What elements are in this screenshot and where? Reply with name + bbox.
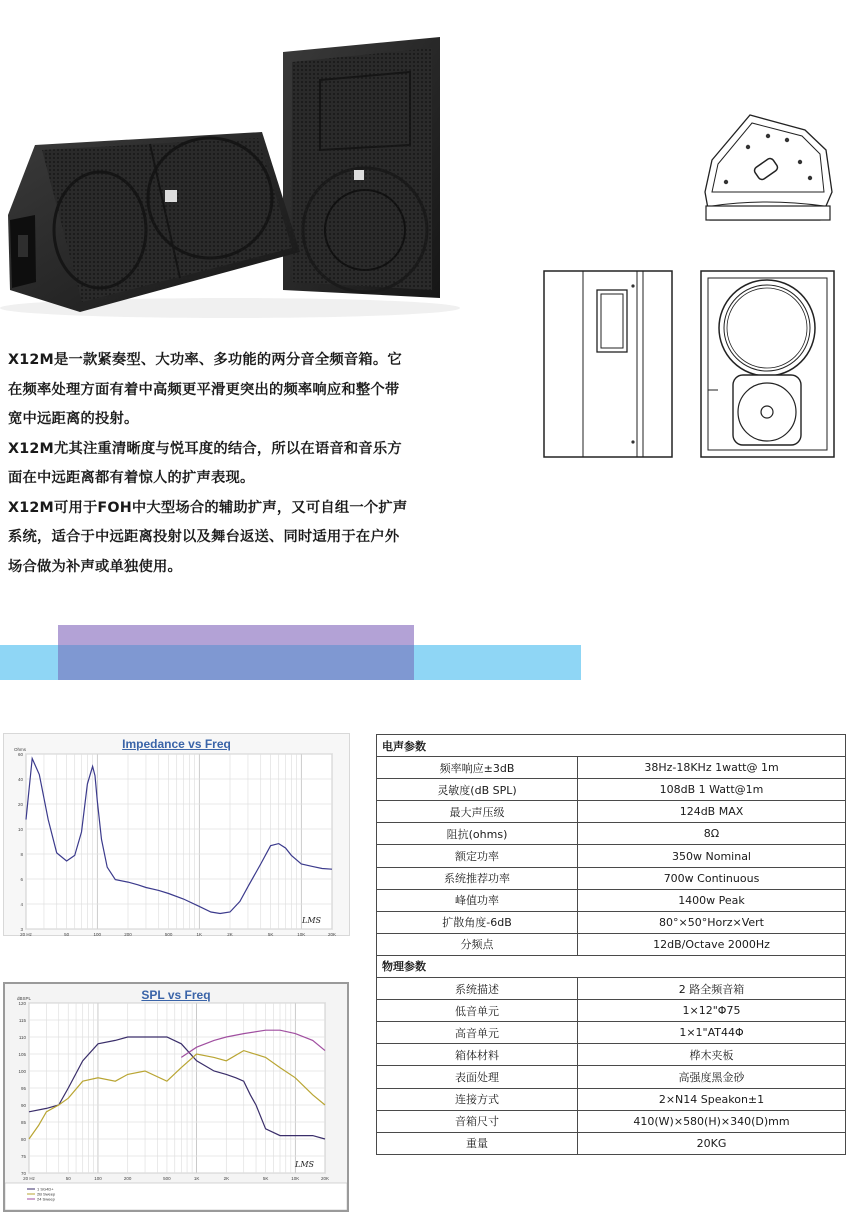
spec-label: 表面处理 [377, 1066, 578, 1088]
spec-value: 108dB 1 Watt@1m [578, 779, 846, 801]
spec-value: 12dB/Octave 2000Hz [578, 933, 846, 955]
y-tick-label: 85 [20, 1120, 26, 1125]
y-tick-label: 4 [20, 902, 23, 907]
description-line: X12M可用于FOH中大型场合的辅助扩声，又可自组一个扩声 [8, 499, 408, 516]
x-tick-label: 100 [93, 932, 102, 937]
impedance-chart [3, 733, 350, 936]
spec-label: 箱体材料 [377, 1044, 578, 1066]
spec-label: 最大声压级 [377, 801, 578, 823]
x-tick-label: 10K [297, 932, 306, 937]
x-tick-label: 2K [223, 1176, 230, 1181]
spec-label: 额定功率 [377, 845, 578, 867]
y-tick-label: 95 [20, 1086, 26, 1091]
y-tick-label: 75 [20, 1154, 26, 1159]
y-tick-label: 10 [17, 827, 23, 832]
x-tick-label: 200 [124, 932, 132, 937]
x-tick-label: 50 [65, 1176, 71, 1181]
description-line: X12M尤其注重清晰度与悦耳度的结合，所以在语音和音乐方 [8, 440, 402, 457]
x-tick-label: 200 [123, 1176, 132, 1181]
spec-value: 1×12"Φ75 [578, 1000, 846, 1022]
spec-value: 700w Continuous [578, 867, 846, 889]
y-tick-label: 60 [17, 752, 23, 757]
table-row [377, 757, 846, 779]
specs-section-header [377, 735, 846, 757]
specs-section-header [377, 955, 846, 977]
spec-label: 系统描述 [377, 978, 578, 1000]
speaker-front-view-icon [700, 270, 835, 458]
spec-value: 124dB MAX [578, 801, 846, 823]
spec-value: 1400w Peak [578, 889, 846, 911]
table-row [377, 801, 846, 823]
table-row [377, 889, 846, 911]
y-tick-label: 110 [18, 1035, 26, 1040]
y-tick-label: 70 [20, 1171, 26, 1176]
description-line: 面在中远距离都有着惊人的扩声表现。 [8, 470, 255, 486]
table-row [377, 1022, 846, 1044]
table-row [377, 1066, 846, 1088]
x-tick-label: 20 Hz [20, 932, 32, 937]
y-tick-label: 3 [20, 927, 23, 932]
spec-label: 系统推荐功率 [377, 867, 578, 889]
spec-value: 2×N14 Speakon±1 [578, 1088, 846, 1110]
y-tick-label: 80 [20, 1137, 26, 1142]
y-tick-label: 40 [17, 777, 23, 782]
spl-plot [5, 984, 347, 1210]
spec-value: 350w Nominal [578, 845, 846, 867]
legend-label: 24 Sweep [37, 1196, 55, 1202]
spec-label: 音箱尺寸 [377, 1110, 578, 1132]
table-row [377, 1044, 846, 1066]
x-tick-label: 20 Hz [23, 1176, 35, 1181]
spec-value: 8Ω [578, 823, 846, 845]
product-description [8, 346, 428, 582]
description-line: X12M是一款紧奏型、大功率、多功能的两分音全频音箱。它 [8, 352, 402, 368]
x-tick-label: 5K [267, 932, 274, 937]
x-tick-label: 2K [227, 932, 233, 937]
table-row [377, 1110, 846, 1132]
spec-label: 频率响应±3dB [377, 757, 578, 779]
spec-label: 分频点 [377, 933, 578, 955]
spec-value: 80°×50°Horz×Vert [578, 911, 846, 933]
y-tick-label: 8 [20, 852, 23, 857]
y-tick-label: 90 [20, 1103, 26, 1108]
spec-value: 410(W)×580(H)×340(D)mm [578, 1110, 846, 1132]
legend-box [5, 1183, 347, 1210]
x-tick-label: 10K [291, 1176, 300, 1181]
spec-label: 扩散角度-6dB [377, 911, 578, 933]
x-tick-label: 500 [163, 1176, 171, 1181]
spec-value: 高强度黑金砂 [578, 1066, 846, 1088]
table-row [377, 1088, 846, 1110]
y-tick-label: 20 [17, 802, 23, 807]
specs-table [376, 734, 846, 1155]
legend-label: 1 SG4D+ [37, 1186, 54, 1192]
plot-area [26, 754, 332, 929]
x-tick-label: 100 [94, 1176, 102, 1181]
x-tick-label: 20K [320, 1176, 330, 1181]
x-tick-label: 50 [64, 932, 70, 937]
spec-value: 38Hz-18KHz 1watt@ 1m [578, 757, 846, 779]
y-tick-label: 105 [18, 1052, 26, 1057]
table-row [377, 1132, 846, 1154]
spec-value: 桦木夹板 [578, 1044, 846, 1066]
x-tick-label: 1K [196, 932, 203, 937]
decor-band-overlap [58, 645, 414, 680]
description-line: 系统，适合于中远距离投射以及舞台返送、同时适用于在户外 [8, 529, 400, 545]
spec-label: 重量 [377, 1132, 578, 1154]
description-line: 场合做为补声或单独使用。 [8, 558, 182, 575]
speaker-photo-icon [0, 20, 470, 320]
table-row [377, 845, 846, 867]
y-tick-label: 120 [18, 1001, 26, 1006]
table-row [377, 867, 846, 889]
description-line: 在频率处理方面有着中高频更平滑更突出的频率响应和整个带 [8, 381, 400, 398]
x-tick-label: 1K [193, 1176, 200, 1181]
spec-label: 灵敏度(dB SPL) [377, 779, 578, 801]
spl-chart [3, 982, 349, 1212]
x-tick-label: 5K [262, 1176, 269, 1181]
impedance-plot [4, 734, 351, 937]
section-title: 电声参数 [377, 735, 846, 757]
table-row [377, 1000, 846, 1022]
spec-value: 1×1"AT44Φ [578, 1022, 846, 1044]
spec-value: 2 路全频音箱 [578, 978, 846, 1000]
spec-label: 低音单元 [377, 1000, 578, 1022]
spec-label: 阻抗(ohms) [377, 823, 578, 845]
table-row [377, 823, 846, 845]
description-line: 宽中远距离的投射。 [8, 411, 139, 427]
spec-label: 高音单元 [377, 1022, 578, 1044]
x-tick-label: 500 [164, 932, 173, 937]
chart-title: Impedance vs Freq [122, 737, 231, 751]
y-tick-label: 6 [20, 877, 23, 882]
spec-value: 20KG [578, 1132, 846, 1154]
speaker-top-view-icon [700, 112, 835, 230]
table-row [377, 911, 846, 933]
table-row [377, 978, 846, 1000]
y-axis-label: Ohms [14, 747, 27, 752]
section-title: 物理参数 [377, 955, 846, 977]
spec-label: 峰值功率 [377, 889, 578, 911]
table-row [377, 933, 846, 955]
speaker-side-view-icon [543, 270, 673, 458]
y-tick-label: 115 [18, 1018, 26, 1023]
table-row [377, 779, 846, 801]
legend-label: 2B Sweep [37, 1191, 56, 1197]
chart-signature: LMS [295, 1160, 314, 1169]
y-axis-label: dBSPL [17, 996, 32, 1001]
x-tick-label: 20K [327, 932, 337, 937]
y-tick-label: 100 [18, 1069, 26, 1074]
chart-title: SPL vs Freq [141, 988, 211, 1002]
spec-label: 连接方式 [377, 1088, 578, 1110]
chart-signature: LMS [302, 916, 321, 925]
